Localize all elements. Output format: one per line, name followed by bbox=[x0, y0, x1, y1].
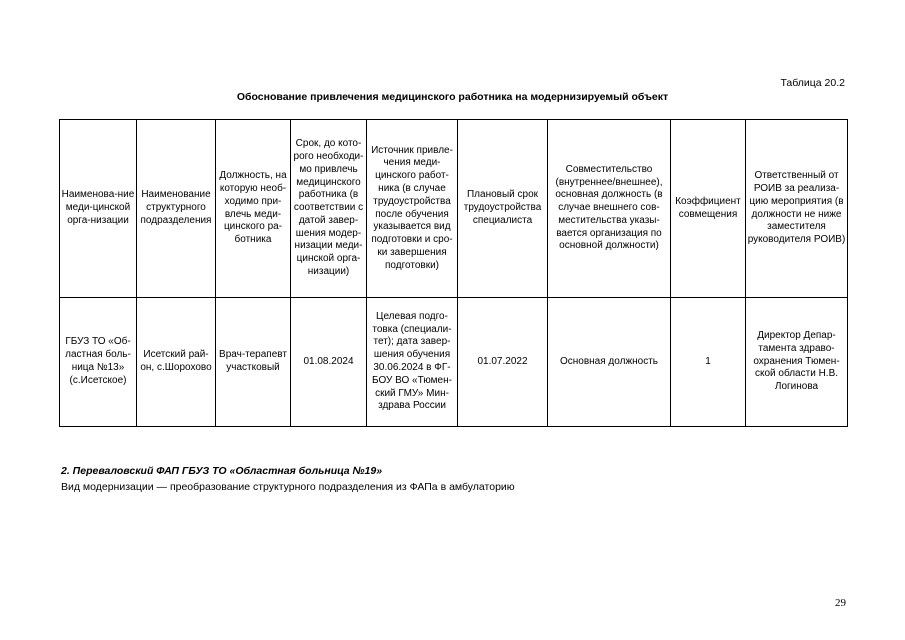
header-cell: Наименование структурного подразделения bbox=[137, 120, 216, 298]
table-cell: 01.08.2024 bbox=[291, 298, 367, 427]
table-header-row bbox=[60, 120, 848, 298]
table-cell: Основная должность bbox=[548, 298, 671, 427]
header-cell: Наименова-ние меди-цинской орга-низации bbox=[60, 120, 137, 298]
table-cell: Исетский рай-он, с.Шорохово bbox=[137, 298, 216, 427]
header-cell: Срок, до кото-рого необходи-мо привлечь медицинского работника (в соответствии с датой завер-шения модер-низации меди-цинской орга-низации) bbox=[291, 120, 367, 298]
section-heading: 2. Переваловский ФАП ГБУЗ ТО «Областная больница №19» bbox=[61, 465, 383, 477]
header-cell: Совместительство (внутреннее/внешнее), основная должность (в случае внешнего сов-местительства указы-вается организация по основной должности) bbox=[548, 120, 671, 298]
header-cell: Ответственный от РОИВ за реализа-цию мероприятия (в должности не ниже заместителя руководителя РОИВ) bbox=[746, 120, 848, 298]
header-cell: Плановый срок трудоустройства специалиста bbox=[458, 120, 548, 298]
table-cell: 1 bbox=[671, 298, 746, 427]
medical-staff-table bbox=[59, 119, 848, 427]
table-cell: ГБУЗ ТО «Об-ластная боль-ница №13» (с.Исетское) bbox=[60, 298, 137, 427]
table-cell: Врач-терапевт участковый bbox=[216, 298, 291, 427]
header-cell: Коэффициент совмещения bbox=[671, 120, 746, 298]
header-cell: Источник привле-чения меди-цинского работ-ника (в случае трудоустройства после обучения указывается вид подготовки и сро-ки завершения подготовки) bbox=[367, 120, 458, 298]
table-row bbox=[60, 298, 848, 427]
table-cell: Целевая подго-товка (специали-тет); дата завер-шения обучения 30.06.2024 в ФГ-БОУ ВО «Тюмен-ский ГМУ» Мин-здрава России bbox=[367, 298, 458, 427]
page-number: 29 bbox=[835, 597, 846, 609]
section-text: Вид модернизации — преобразование структурного подразделения из ФАПа в амбулаторию bbox=[61, 481, 515, 493]
table-cell: 01.07.2022 bbox=[458, 298, 548, 427]
table-title: Обоснование привлечения медицинского работника на модернизируемый объект bbox=[236, 91, 669, 103]
table-cell: Директор Депар-тамента здраво-охранения Тюмен-ской области Н.В. Логинова bbox=[746, 298, 848, 427]
header-cell: Должность, на которую необ-ходимо при-влечь меди-цинского ра-ботника bbox=[216, 120, 291, 298]
table-label: Таблица 20.2 bbox=[780, 77, 845, 89]
